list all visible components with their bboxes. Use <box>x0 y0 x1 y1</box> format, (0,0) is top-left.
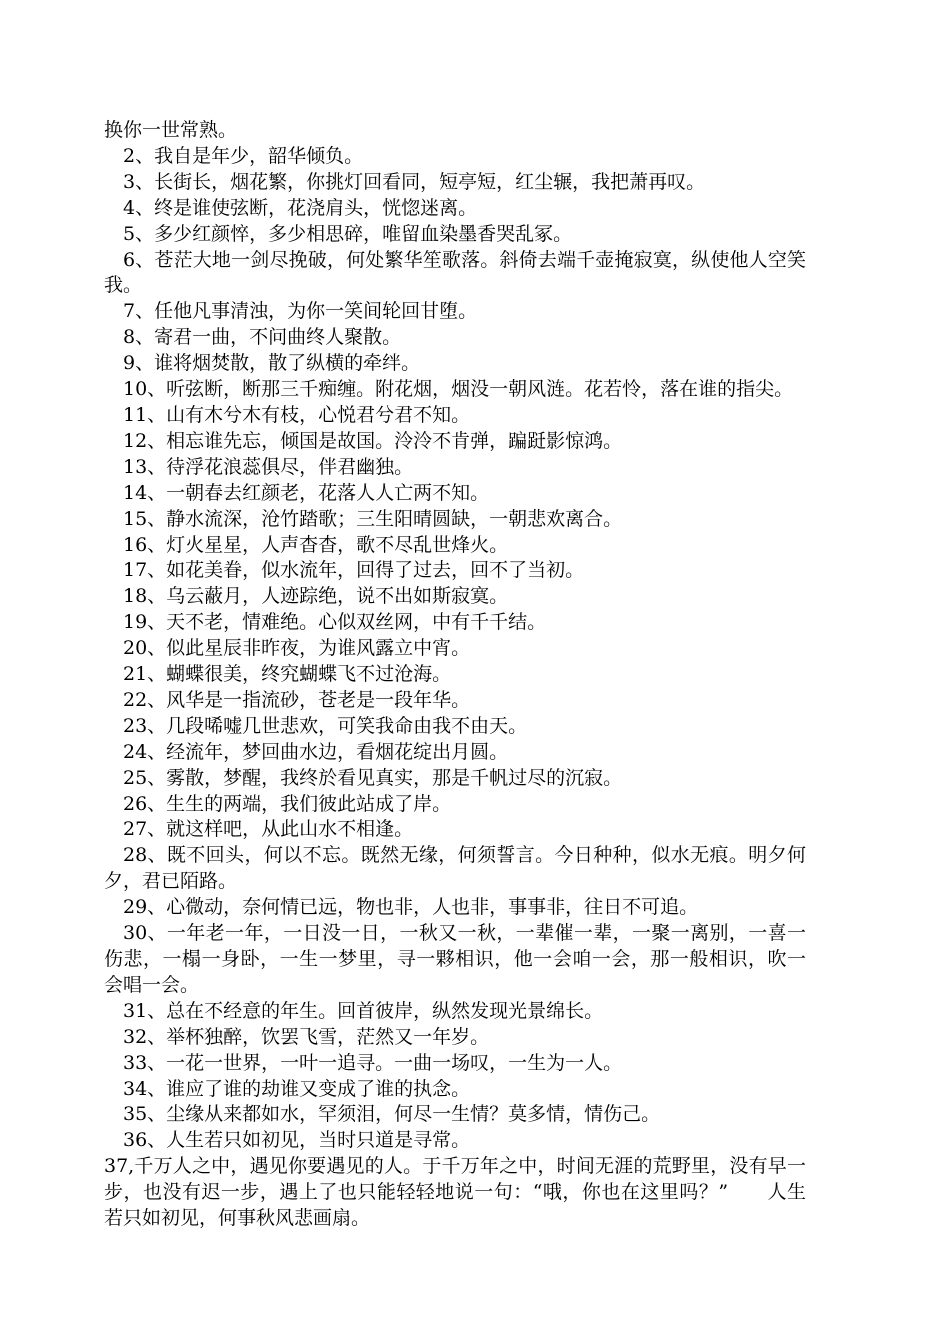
document-body <box>104 118 806 1232</box>
paragraph-36: 36、人生若只如初见，当时只道是寻常。 <box>123 1129 471 1152</box>
paragraph-25: 25、雾散，梦醒，我终於看见真实，那是千帆过尽的沉寂。 <box>123 766 623 789</box>
paragraph-37: 37,千万人之中，遇见你要遇见的人。于千万年之中，时间无涯的荒野里，没有早一步，也没有迟一步，遇上了也只能轻轻地说一句：“哦，你也在这里吗？” 人生若只如初见，何事秋风悲画扇。 <box>104 1155 806 1230</box>
paragraph-24: 24、经流年，梦回曲水边，看烟花绽出月圆。 <box>123 740 509 763</box>
paragraph-4: 4、终是谁使弦断，花浇肩头，恍惚迷离。 <box>123 196 478 219</box>
paragraph-19: 19、天不老，情难绝。心似双丝网，中有千千结。 <box>123 611 547 634</box>
paragraph-9: 9、谁将烟焚散，散了纵横的牵绊。 <box>123 352 421 375</box>
paragraph-32: 32、举杯独醉，饮罢飞雪，茫然又一年岁。 <box>123 1025 490 1048</box>
paragraph-5: 5、多少红颜悴，多少相思碎，唯留血染墨香哭乱冢。 <box>123 222 573 245</box>
paragraph-15: 15、静水流深，沧竹踏歌；三生阳晴圆缺，一朝悲欢离合。 <box>123 507 623 530</box>
paragraph-22: 22、风华是一指流砂，苍老是一段年华。 <box>123 688 471 711</box>
paragraph-2: 2、我自是年少，韶华倾负。 <box>123 144 364 167</box>
paragraph-30: 30、一年老一年，一日没一日，一秋又一秋，一辈催一辈，一聚一离别，一喜一伤悲，一榻一身卧，一生一梦里，寻一夥相识，他一会咱一会，那一般相识，吹一会唱一会。 <box>104 922 806 996</box>
paragraph-23: 23、几段唏嘘几世悲欢，可笑我命由我不由天。 <box>123 714 528 737</box>
paragraph-26: 26、生生的两端，我们彼此站成了岸。 <box>123 792 452 815</box>
paragraph-11: 11、山有木兮木有枝，心悦君兮君不知。 <box>123 403 471 426</box>
paragraph-13: 13、待浮花浪蕊俱尽，伴君幽独。 <box>123 455 414 478</box>
paragraph-12: 12、相忘谁先忘，倾国是故国。泠泠不肯弹，蹁跹影惊鸿。 <box>123 429 623 452</box>
paragraph-21: 21、蝴蝶很美，终究蝴蝶飞不过沧海。 <box>123 663 452 686</box>
paragraph-20: 20、似此星辰非昨夜，为谁风露立中宵。 <box>123 637 471 660</box>
paragraph-0: 换你一世常熟。 <box>104 119 238 141</box>
paragraph-31: 31、总在不经意的年生。回首彼岸，纵然发现光景绵长。 <box>123 999 604 1022</box>
paragraph-29: 29、心微动，奈何情已远，物也非，人也非，事事非，往日不可追。 <box>123 896 699 919</box>
paragraph-3: 3、长街长，烟花繁，你挑灯回看同，短亭短，红尘辗，我把萧再叹。 <box>123 170 706 193</box>
paragraph-34: 34、谁应了谁的劫谁又变成了谁的执念。 <box>123 1077 471 1100</box>
paragraph-33: 33、一花一世界，一叶一追寻。一曲一场叹，一生为一人。 <box>123 1051 623 1074</box>
paragraph-18: 18、乌云蔽月，人迹踪绝，说不出如斯寂寞。 <box>123 585 509 608</box>
paragraph-28: 28、既不回头，何以不忘。既然无缘，何须誓言。今日种种，似水无痕。明夕何夕，君已陌路。 <box>104 844 806 893</box>
paragraph-27: 27、就这样吧，从此山水不相逢。 <box>123 818 414 841</box>
paragraph-10: 10、听弦断，断那三千痴缠。附花烟，烟没一朝风涟。花若怜，落在谁的指尖。 <box>123 378 794 401</box>
paragraph-16: 16、灯火星星，人声杳杳，歌不尽乱世烽火。 <box>123 533 509 556</box>
paragraph-8: 8、寄君一曲，不问曲终人聚散。 <box>123 326 402 349</box>
paragraph-17: 17、如花美眷，似水流年，回得了过去，回不了当初。 <box>123 559 585 582</box>
paragraph-7: 7、任他凡事清浊，为你一笑间轮回甘堕。 <box>123 300 478 323</box>
paragraph-35: 35、尘缘从来都如水，罕须泪，何尽一生情？莫多情，情伤己。 <box>123 1103 661 1126</box>
paragraph-14: 14、一朝春去红颜老，花落人人亡两不知。 <box>123 481 490 504</box>
paragraph-6: 6、苍茫大地一剑尽挽破，何处繁华笙歌落。斜倚去端千壶掩寂寞，纵使他人空笑我。 <box>104 248 806 297</box>
